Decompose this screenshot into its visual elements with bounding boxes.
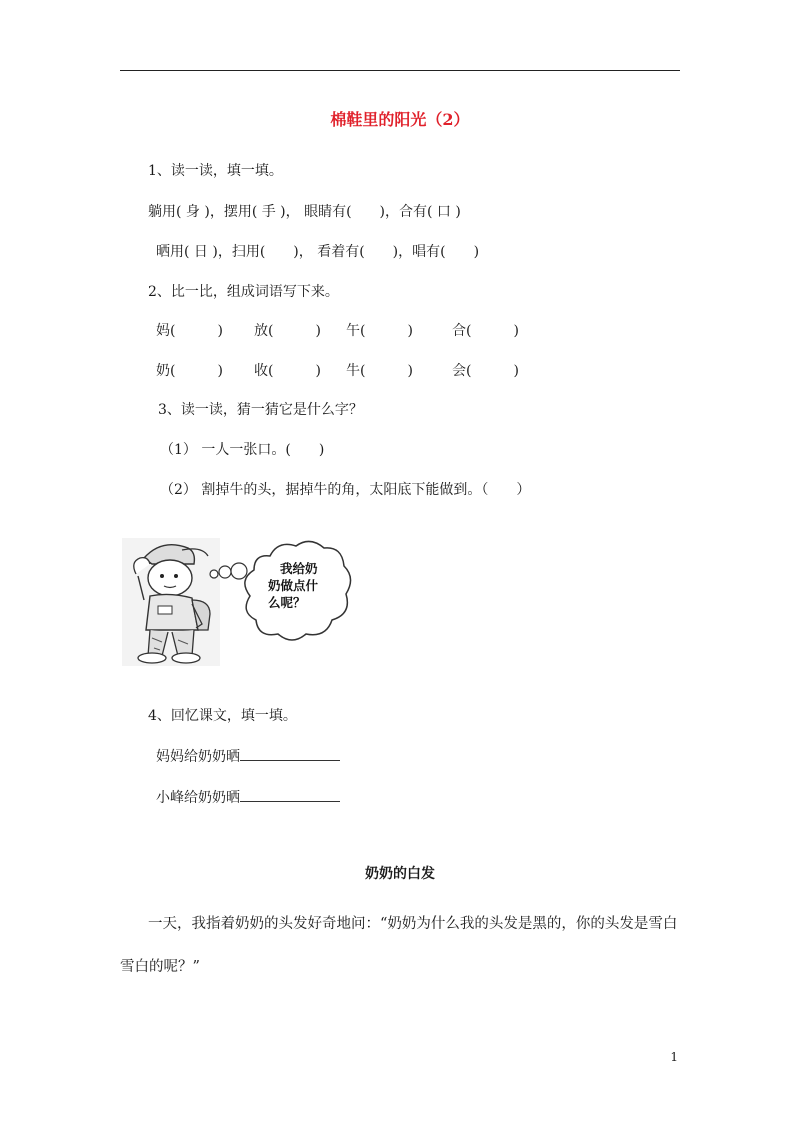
boy-thinking-illustration <box>122 534 354 666</box>
boy-thinking-drawing <box>122 534 354 666</box>
q4-line-2 <box>156 787 340 807</box>
q3-heading: 3、读一读，猜一猜它是什么字？ <box>158 402 363 418</box>
q1-line-2: 晒用( 日 )，扫用( )， 看着有( )，唱有( ) <box>156 244 480 260</box>
q3-item-1: （1） 一人一张口。( ) <box>160 442 325 458</box>
q4-line-1 <box>156 746 340 766</box>
q4-line-2-text: 小峰给奶奶晒 <box>156 790 240 806</box>
answer-blank[interactable] <box>240 746 340 761</box>
header-rule <box>120 70 680 71</box>
bubble-text-line: 我给奶 <box>280 561 318 576</box>
q1-line-1: 躺用( 身 )，摆用( 手 )， 眼睛有( )，合有( 口 ) <box>148 204 461 220</box>
q3-item-2: （2） 割掉牛的头，据掉牛的角，太阳底下能做到。（ ） <box>160 482 531 498</box>
q2-row1-item: 午( ) <box>346 323 413 339</box>
story-line-2: 雪白的呢？” <box>120 959 200 975</box>
q4-line-1-text: 妈妈给奶奶晒 <box>156 749 240 765</box>
story-title: 奶奶的白发 <box>365 866 435 882</box>
story-line-1: 一天，我指着奶奶的头发好奇地问：“奶奶为什么我的头发是黑的，你的头发是雪白 <box>148 916 678 932</box>
q4-heading: 4、回忆课文，填一填。 <box>148 708 297 724</box>
page-number: 1 <box>670 1050 678 1064</box>
page-title: 棉鞋里的阳光（2） <box>330 110 470 129</box>
answer-blank[interactable] <box>240 787 340 802</box>
q2-row2-item: 收( ) <box>254 363 321 379</box>
q2-row1-item: 放( ) <box>254 323 321 339</box>
q2-row2-item: 奶( ) <box>156 363 223 379</box>
q2-row1-item: 合( ) <box>452 323 519 339</box>
q2-row2-item: 牛( ) <box>346 363 413 379</box>
q2-row2-item: 会( ) <box>452 363 519 379</box>
q1-heading: 1、读一读，填一填。 <box>148 163 283 179</box>
q2-heading: 2、比一比，组成词语写下来。 <box>148 284 339 300</box>
bubble-text-line: 奶做点什 <box>268 578 319 593</box>
q2-row1-item: 妈( ) <box>156 323 223 339</box>
bubble-text-line: 么呢？ <box>268 595 306 610</box>
